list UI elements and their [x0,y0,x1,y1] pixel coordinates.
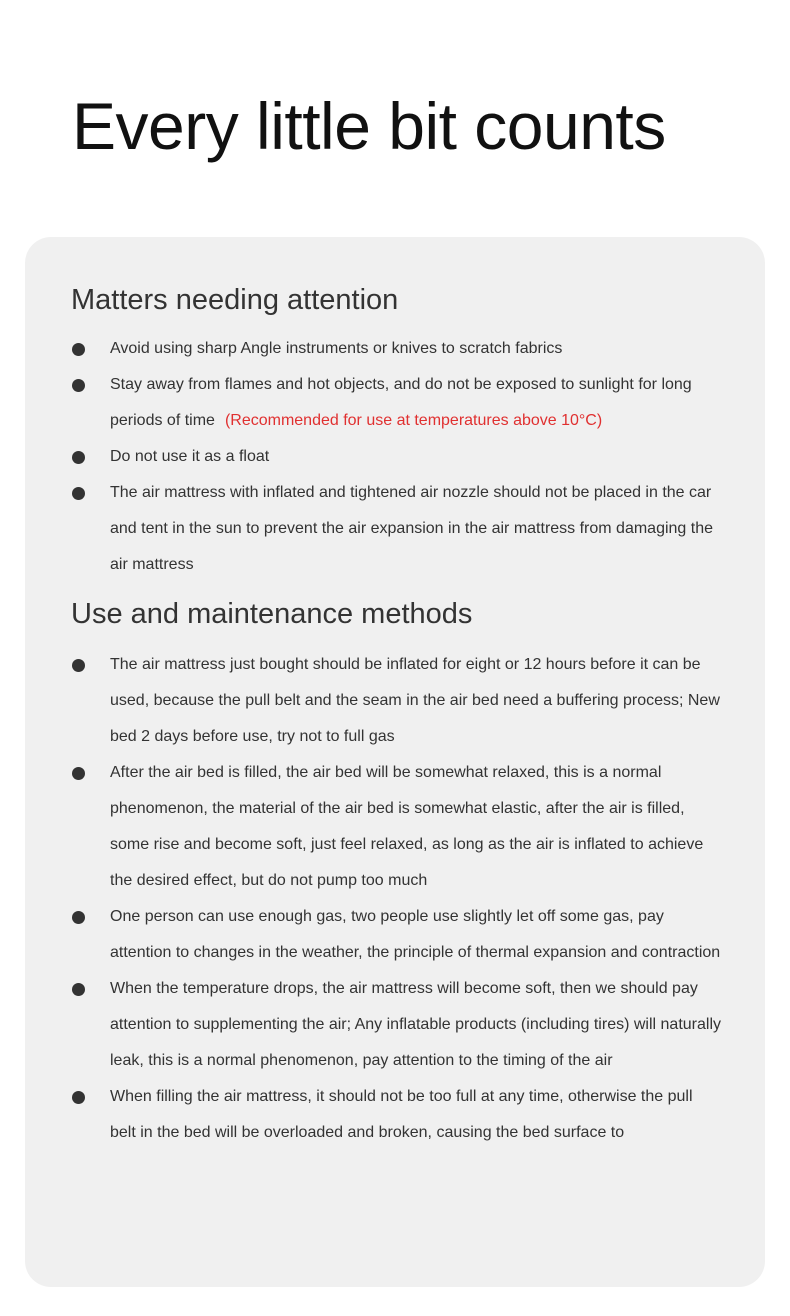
list-item-text: When filling the air mattress, it should not be too full at any time, otherwise the pull belt in the bed will be overloaded and broken, causing the bed surface to [110,1088,693,1141]
bullet-dot-icon [72,487,85,500]
bullet-dot-icon [72,451,85,464]
list-item-text: Do not use it as a float [110,448,270,465]
page-title: Every little bit counts [72,89,666,163]
list-item [25,971,765,1079]
temperature-note: (Recommended for use at temperatures above 10°C) [224,412,603,429]
bullet-dot-icon [72,983,85,996]
bullet-dot-icon [72,767,85,780]
bullet-dot-icon [72,379,85,392]
list-item [25,439,765,475]
instructions-card [25,237,765,1287]
list-item [25,1079,765,1151]
section-heading-maintenance: Use and maintenance methods [71,598,473,630]
attention-list [25,331,765,583]
bullet-dot-icon [72,659,85,672]
bullet-dot-icon [72,911,85,924]
list-item-text: The air mattress just bought should be inflated for eight or 12 hours before it can be used, because the pull belt and the seam in the air bed need a buffering process; New bed 2 days before use, try not to full gas [110,656,720,745]
list-item [25,367,765,439]
list-item-text: After the air bed is filled, the air bed will be somewhat relaxed, this is a normal phenomenon, the material of the air bed is somewhat elastic, after the air is filled, some rise and become soft, just feel relaxed, as long as the air is inflated to achieve the desired effect, but do not pump too much [110,764,704,889]
list-item [25,755,765,899]
list-item [25,647,765,755]
bullet-dot-icon [72,1091,85,1104]
list-item-text: The air mattress with inflated and tightened air nozzle should not be placed in the car and tent in the sun to prevent the air expansion in the air mattress from damaging the air mattress [110,484,714,573]
section-heading-attention: Matters needing attention [71,284,399,316]
list-item-text: One person can use enough gas, two people use slightly let off some gas, pay attention to changes in the weather, the principle of thermal expansion and contraction [110,908,721,961]
list-item-text: When the temperature drops, the air mattress will become soft, then we should pay attention to supplementing the air; Any inflatable products (including tires) will naturally leak, this is a normal phenomenon, pay attention to the timing of the air [110,980,721,1069]
list-item-text: Avoid using sharp Angle instruments or knives to scratch fabrics [110,340,563,357]
list-item [25,899,765,971]
list-item-text: Stay away from flames and hot objects, and do not be exposed to sunlight for long periods of time [110,376,692,429]
bullet-dot-icon [72,343,85,356]
list-item [25,475,765,583]
list-item [25,331,765,367]
maintenance-list [25,647,765,1151]
